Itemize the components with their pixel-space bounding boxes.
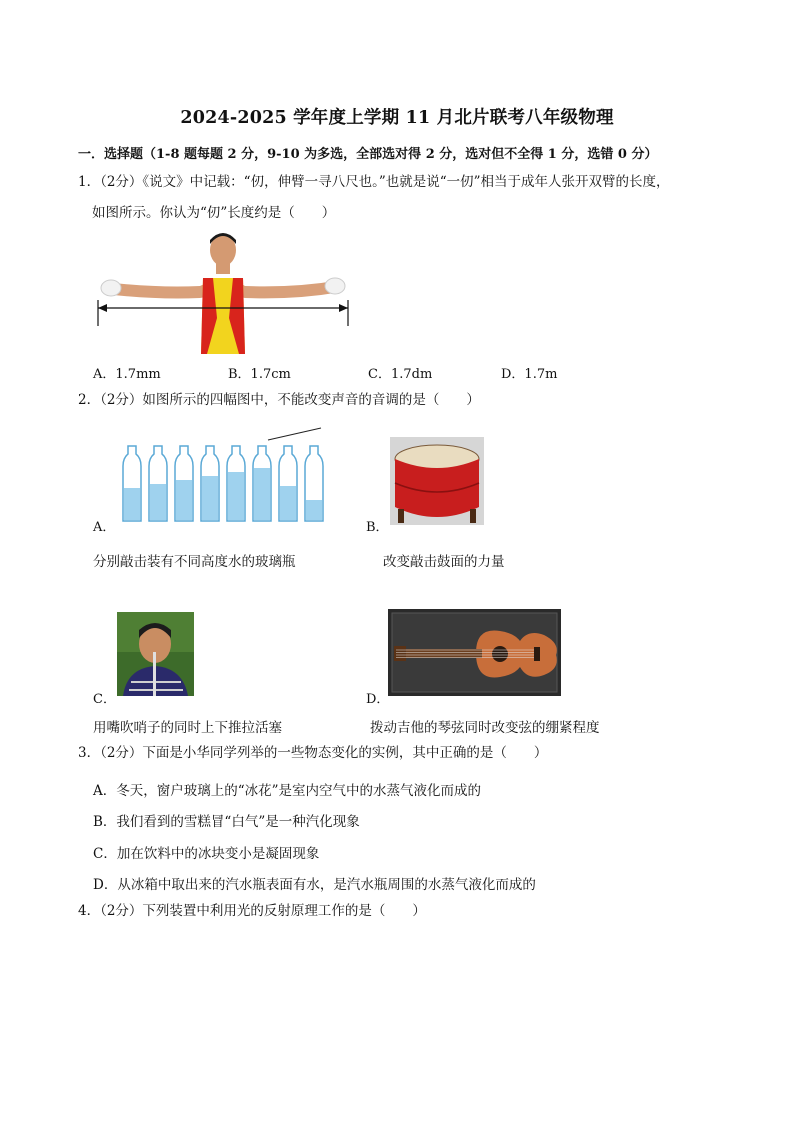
q1-option-b: B．1.7cm bbox=[228, 367, 291, 382]
q1-option-d: D．1.7m bbox=[501, 367, 558, 382]
armspan-figure bbox=[95, 228, 351, 354]
drum-figure bbox=[390, 437, 484, 525]
guitar-figure bbox=[388, 609, 561, 696]
q1-option-c: C．1.7dm bbox=[368, 367, 433, 382]
q1-stem-line2: 如图所示。你认为“仞”长度约是（ ） bbox=[92, 205, 336, 221]
q3-option-d: D．从冰箱中取出来的汽水瓶表面有水，是汽水瓶周围的水蒸气液化而成的 bbox=[93, 877, 536, 893]
q1-stem-line1: 1．（2分）《说文》中记载：“仞，伸臂一寻八尺也。”也就是说“一仞”相当于成年人张开双臂的长度， bbox=[78, 174, 670, 190]
q3-stem: 3．（2分）下面是小华同学列举的一些物态变化的实例，其中正确的是（ ） bbox=[78, 745, 548, 761]
section-heading: 一．选择题（1-8 题每题 2 分，9-10 为多选，全部选对得 2 分，选对但不全得 1 分，选错 0 分） bbox=[78, 147, 658, 162]
q2-label-a: A． bbox=[93, 520, 116, 535]
q3-option-a: A．冬天，窗户玻璃上的“冰花”是室内空气中的水蒸气液化而成的 bbox=[93, 783, 482, 799]
q2-label-b: B． bbox=[366, 520, 389, 535]
q1-option-a: A．1.7mm bbox=[93, 367, 161, 382]
q2-caption-b: 改变敲击鼓面的力量 bbox=[383, 554, 505, 570]
boy-whistle-figure bbox=[117, 612, 194, 696]
q2-stem: 2．（2分）如图所示的四幅图中，不能改变声音的音调的是（ ） bbox=[78, 392, 480, 408]
q2-caption-c: 用嘴吹哨子的同时上下推拉活塞 bbox=[93, 720, 282, 736]
q3-option-c: C．加在饮料中的冰块变小是凝固现象 bbox=[93, 846, 320, 862]
q2-caption-d: 拨动吉他的琴弦同时改变弦的绷紧程度 bbox=[370, 720, 600, 736]
q3-option-b: B．我们看到的雪糕冒“白气”是一种汽化现象 bbox=[93, 814, 360, 830]
q2-label-d: D． bbox=[366, 692, 390, 707]
bottles-figure bbox=[118, 426, 324, 524]
q2-caption-a: 分别敲击装有不同高度水的玻璃瓶 bbox=[93, 554, 296, 570]
q4-stem: 4．（2分）下列装置中利用光的反射原理工作的是（ ） bbox=[78, 903, 426, 919]
page-title: 2024-2025 学年度上学期 11 月北片联考八年级物理 bbox=[180, 108, 614, 128]
q2-label-c: C． bbox=[93, 692, 116, 707]
